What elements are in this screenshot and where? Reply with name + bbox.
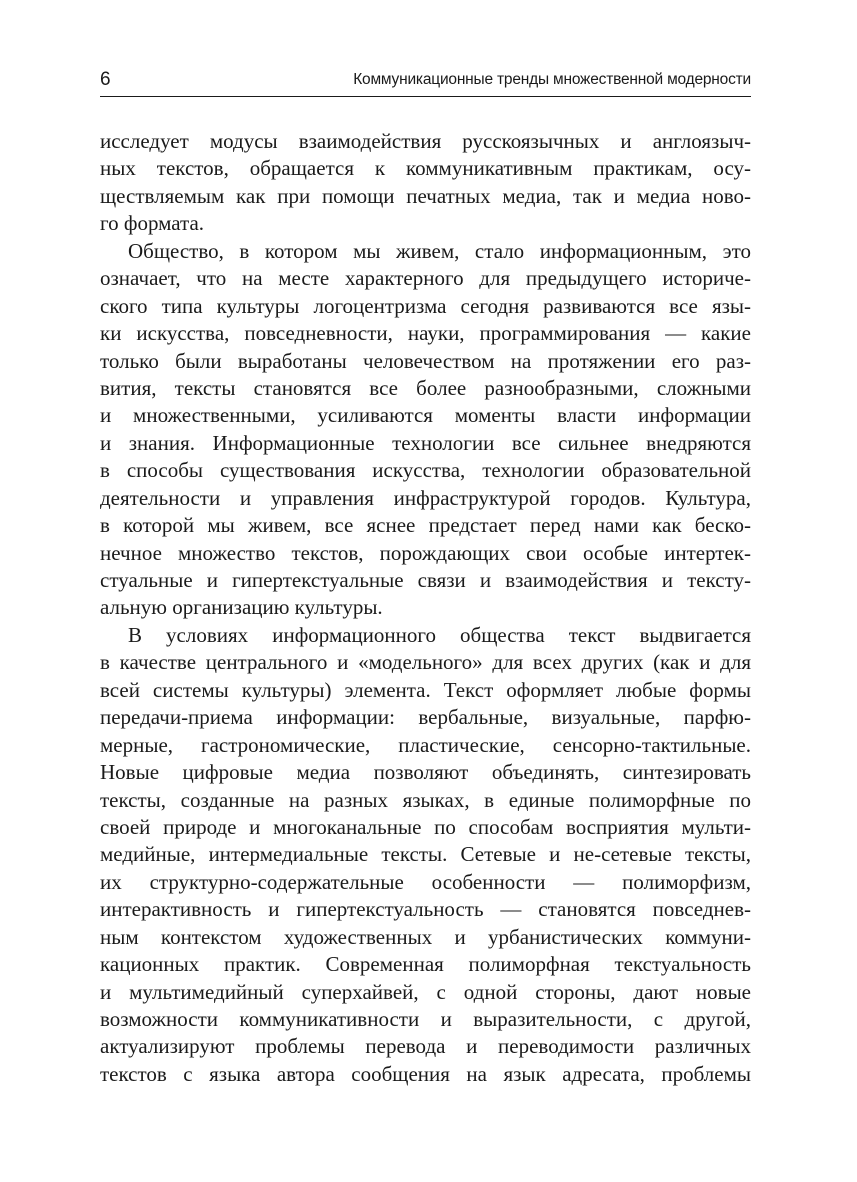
text-line: го формата. <box>100 211 205 236</box>
paragraph-1 <box>100 128 751 238</box>
text-line: только были выработаны человечеством на протяжении его раз- <box>100 348 751 373</box>
text-line: альную организацию культуры. <box>100 595 383 620</box>
text-line: всей системы культуры) элемента. Текст оформляет любые формы <box>100 677 751 702</box>
text-line: ского типа культуры логоцентризма сегодня развиваются все язы- <box>100 293 751 318</box>
text-line: актуализируют проблемы перевода и переводимости различных <box>100 1034 751 1059</box>
text-line: их структурно-содержательные особенности — полиморфизм, <box>100 869 751 894</box>
paragraph-3 <box>100 622 751 1088</box>
text-line: ных текстов, обращается к коммуникативным практикам, осу- <box>100 156 751 181</box>
text-line: интерактивность и гипертекстуальность — становятся повседнев- <box>100 897 751 922</box>
text-line: стуальные и гипертекстуальные связи и взаимодействия и тексту- <box>100 568 751 592</box>
text-line: своей природе и многоканальные по способам восприятия мульти- <box>100 814 751 839</box>
text-line: в качестве центрального и «модельного» для всех других (как и для <box>100 650 751 675</box>
text-line: ки искусства, повседневности, науки, программирования — какие <box>100 321 751 346</box>
text-line: Общество, в котором мы живем, стало информационным, это <box>128 238 751 263</box>
text-line: медийные, интермедиальные тексты. Сетевые и не-сетевые тексты, <box>100 842 751 867</box>
text-line: ществляемым как при помощи печатных медиа, так и медиа ново- <box>100 183 751 208</box>
text-line: текстов с языка автора сообщения на язык адресата, проблемы <box>100 1061 751 1086</box>
text-line: и мультимедийный суперхайвей, с одной стороны, дают новые <box>100 979 751 1004</box>
text-line: ным контекстом художественных и урбанистических коммуни- <box>100 924 751 949</box>
text-line: мерные, гастрономические, пластические, сенсорно-тактильные. <box>100 732 751 757</box>
text-line: Новые цифровые медиа позволяют объединять, синтезировать <box>100 760 751 785</box>
text-line: деятельности и управления инфраструктурой городов. Культура, <box>100 485 751 510</box>
text-line: означает, что на месте характерного для предыдущего историче- <box>100 266 751 291</box>
paragraph-2 <box>100 238 751 622</box>
text-line: кационных практик. Современная полиморфная текстуальность <box>100 952 751 977</box>
text-line: и множественными, усиливаются моменты власти информации <box>100 403 751 428</box>
text-line: и знания. Информационные технологии все сильнее внедряются <box>100 430 751 455</box>
text-line: исследует модусы взаимодействия русскоязычных и англоязыч- <box>100 129 751 153</box>
text-line: В условиях информационного общества текст выдвигается <box>128 622 751 647</box>
page-number: 6 <box>100 69 111 90</box>
text-line: возможности коммуникативности и выразительности, с другой, <box>100 1007 751 1031</box>
text-line: нечное множество текстов, порождающих свои особые интертек- <box>100 540 751 565</box>
running-title: Коммуникационные тренды множественной модерности <box>353 71 751 88</box>
text-line: тексты, созданные на разных языках, в единые полиморфные по <box>100 787 751 812</box>
text-line: в способы существования искусства, технологии образовательной <box>100 458 751 483</box>
body-text <box>100 128 751 1088</box>
text-line: вития, тексты становятся все более разнообразными, сложными <box>100 375 751 400</box>
text-line: в которой мы живем, все яснее предстает перед нами как беско- <box>100 513 751 538</box>
text-line: передачи-приема информации: вербальные, визуальные, парфю- <box>100 705 751 730</box>
running-header <box>100 68 751 97</box>
